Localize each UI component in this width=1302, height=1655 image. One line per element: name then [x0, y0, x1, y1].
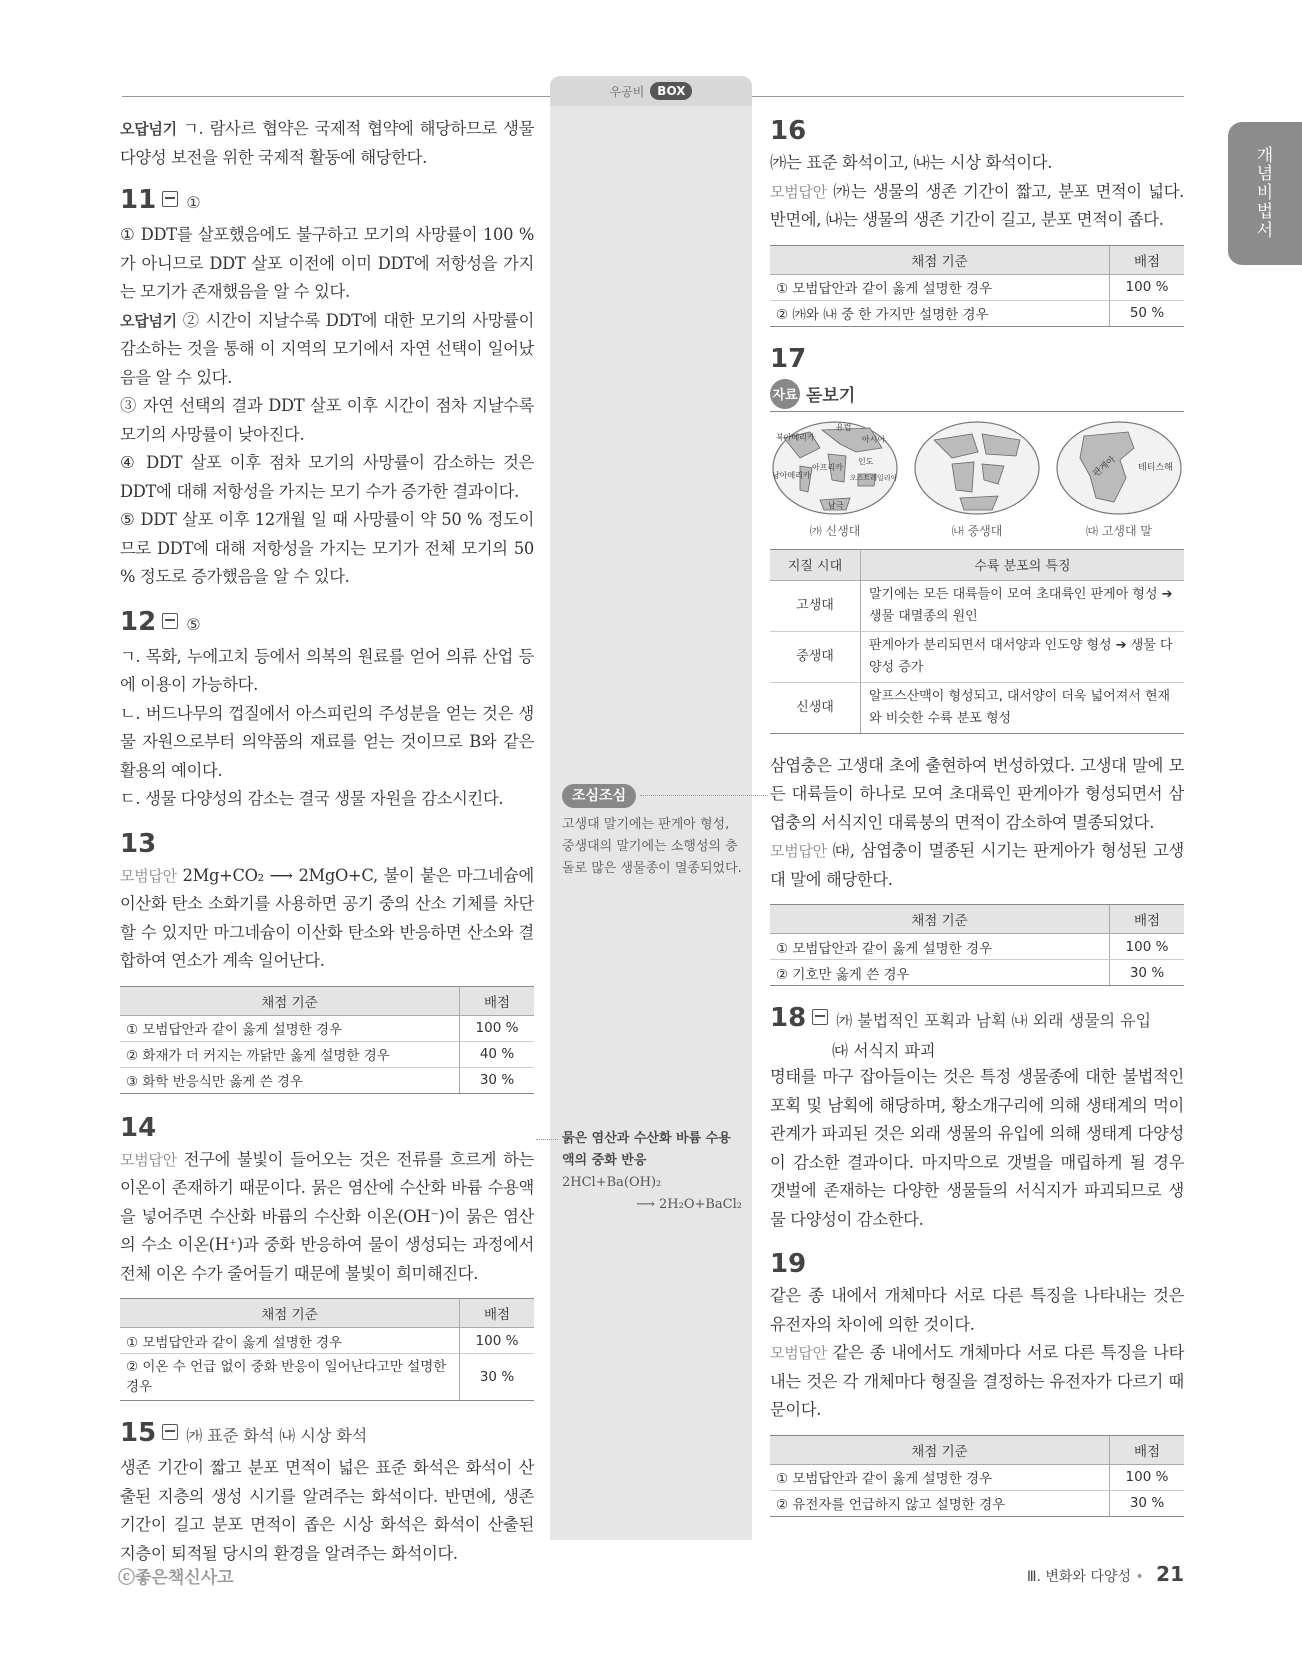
box-tab-left: 우공비: [609, 84, 645, 99]
right-column: [770, 115, 1184, 1525]
data-subtitle: 돋보기: [806, 386, 856, 406]
table-header: 채점 기준: [770, 245, 1110, 274]
map-label: 테티스해: [1138, 462, 1173, 473]
side-tab-char: 법: [1256, 201, 1274, 222]
table-row: [770, 300, 1184, 326]
table-cell: ① 모범답안과 같이 옳게 설명한 경우: [770, 934, 1110, 960]
q11-answer: ①: [186, 193, 201, 212]
q16-p2: [770, 178, 1184, 235]
table-header: 배점: [1110, 1435, 1185, 1464]
map-caption: ㈎ 신생대: [809, 523, 861, 538]
map-cenozoic: [770, 418, 900, 539]
q12-heading: [120, 606, 534, 641]
q18-heading: [770, 1002, 1184, 1037]
continent-maps: [770, 418, 1184, 539]
table-cell: 100 %: [460, 1015, 535, 1041]
table-header: 채점 기준: [770, 1435, 1110, 1464]
q11-number: 11: [120, 185, 157, 215]
globe-cenozoic-icon: [770, 418, 900, 518]
q11-p3: ③ 자연 선택의 결과 DDT 살포 이후 시간이 점차 지날수록 모기의 사망률이 낮아진다.: [120, 396, 534, 444]
q12-p3: ㄷ. 생물 다양성의 감소는 결국 생물 자원을 감소시킨다.: [120, 789, 504, 808]
table-cell: 30 %: [460, 1354, 535, 1401]
q12-answer: ⑤: [186, 614, 201, 634]
q19-p2: [770, 1339, 1184, 1425]
model-answer-tag: 모범답안: [770, 842, 827, 860]
table-cell: 신생대: [770, 682, 861, 733]
page-number: 21: [1156, 1562, 1184, 1586]
table-row: [120, 1354, 534, 1401]
table-header: 채점 기준: [770, 905, 1110, 934]
side-tab-char: 념: [1256, 164, 1274, 185]
q16-heading: [770, 115, 1184, 147]
table-cell: 말기에는 모든 대륙들이 모여 초대륙인 판게아 형성 ➔ 생물 대멸종의 원인: [861, 580, 1185, 631]
q19-number: 19: [770, 1249, 807, 1279]
q19-heading: [770, 1248, 1184, 1280]
table-header: 배점: [1110, 245, 1185, 274]
map-label: 아시아: [862, 434, 886, 444]
left-column: [120, 115, 534, 1568]
table-cell: ② 기호만 옳게 쓴 경우: [770, 960, 1110, 986]
q18-p1: 명태를 마구 잡아들이는 것은 특정 생물종에 대한 불법적인 포획 및 남획에 해당하며, 황소개구리에 의해 생태계의 먹이 관계가 파괴된 것은 외래 생물의 유입에 의해 생태계 다양성이 감소한 결과이다. 마지막으로 갯벌을 매립하게 될 경우 갯벌에 존재하는 다양한 생물들의 서식지가 파괴되므로 생물 다양성이 감소한다.: [770, 1067, 1184, 1229]
q14-score-table: [120, 1298, 534, 1401]
model-answer-tag: 모범답안: [770, 182, 827, 201]
q13-heading: [120, 828, 534, 860]
neutralization-connector: [536, 1139, 558, 1140]
q15-answer: ㈎ 표준 화석 ㈏ 시상 화석: [186, 1426, 368, 1445]
map-caption: ㈐ 고생대 말: [1086, 523, 1152, 538]
table-cell: 100 %: [1110, 934, 1185, 960]
era-table: [770, 549, 1184, 734]
table-cell: 100 %: [460, 1328, 535, 1354]
neutralization-title: 묽은 염산과 수산화 바륨 수용액의 중화 반응: [562, 1131, 731, 1168]
q16-p2-text: ㈎는 생물의 생존 기간이 짧고, 분포 면적이 넓다. 반면에, ㈏는 생물의 생존 기간이 길고, 분포 면적이 좁다.: [770, 181, 1184, 229]
q11-p5: ⑤ DDT 살포 이후 12개월 일 때 사망률이 약 50 % 정도이므로 DDT에 대해 저항성을 가지는 모기가 전체 모기의 50 % 정도로 증가했음을 알 수 있다.: [120, 510, 534, 586]
intro-paragraph: [120, 115, 534, 172]
q14-number: 14: [120, 1112, 157, 1143]
section-title: Ⅲ. 변화와 다양성: [1026, 1569, 1131, 1585]
q15-p1: 생존 기간이 짧고 분포 면적이 넓은 표준 화석은 화석이 산출된 지층의 생성 시기를 알려주는 화석이다. 반면에, 생존 기간이 길고 분포 면적이 좁은 시상 화석은 화석이 산출된 지층이 퇴적될 당시의 환경을 알려주는 화석이다.: [120, 1458, 534, 1563]
publisher-logo: ⓒ좋은책신사고: [118, 1568, 234, 1588]
data-lens-header: [770, 379, 1184, 412]
model-answer-tag: 모범답안: [770, 1344, 827, 1362]
q15-heading: [120, 1417, 534, 1452]
table-cell: ② ㈎와 ㈏ 중 한 가지만 설명한 경우: [770, 300, 1110, 326]
table-cell: 고생대: [770, 580, 861, 631]
q17-heading: [770, 343, 1184, 375]
q17-p2: [770, 837, 1184, 894]
q16-p1: ㈎는 표준 화석이고, ㈏는 시상 화석이다.: [770, 153, 1053, 172]
side-tab-char: 서: [1256, 220, 1274, 241]
table-cell: ① 모범답안과 같이 옳게 설명한 경우: [770, 1464, 1110, 1490]
q11-p4: ④ DDT 살포 이후 점차 모기의 사망률이 감소하는 것은 DDT에 대해 저항성을 가지는 모기 수가 증가한 결과이다.: [120, 453, 534, 501]
caution-note: [562, 784, 742, 880]
table-row: [770, 1490, 1184, 1516]
map-label: 인도: [858, 456, 874, 466]
table-row: [770, 1464, 1184, 1490]
table-row: [120, 1015, 534, 1041]
q17-score-table: [770, 904, 1184, 986]
table-row: [770, 682, 1184, 733]
wrong-answer-tag: 오답넘기: [120, 120, 177, 138]
q17-number: 17: [770, 343, 807, 374]
map-mesozoic: [912, 418, 1042, 539]
table-cell: ① 모범답안과 같이 옳게 설명한 경우: [120, 1015, 460, 1041]
table-row: [120, 1328, 534, 1354]
table-cell: 40 %: [460, 1041, 535, 1067]
table-header: 배점: [1110, 905, 1185, 934]
table-header: 수륙 분포의 특징: [861, 549, 1185, 580]
q13-p1: [120, 862, 534, 976]
table-cell: ② 이온 수 언급 없이 중화 반응이 일어난다고만 설명한 경우: [120, 1354, 460, 1401]
table-header: 채점 기준: [120, 1299, 460, 1328]
q15-number: 15: [120, 1418, 157, 1448]
q17-p1: 삼엽충은 고생대 초에 출현하여 번성하였다. 고생대 말에 모든 대륙들이 하나로 모여 초대륙인 판게아가 형성되면서 삼엽충의 서식지인 대륙붕의 면적이 감소하여 멸종되었다.: [770, 755, 1184, 832]
q14-heading: [120, 1112, 534, 1144]
q13-number: 13: [120, 828, 157, 859]
table-cell: 30 %: [460, 1067, 535, 1093]
map-late-paleozoic: [1054, 418, 1184, 539]
table-row: [770, 960, 1184, 986]
model-answer-tag: 모범답안: [120, 866, 177, 885]
caution-text: 고생대 말기에는 판게아 형성, 중생대의 말기에는 소행성의 충돌로 많은 생물종이 멸종되었다.: [562, 817, 742, 876]
table-cell: 50 %: [1110, 300, 1185, 326]
table-cell: 30 %: [1110, 960, 1185, 986]
table-cell: 30 %: [1110, 1490, 1185, 1516]
neutralization-note: [562, 1128, 742, 1216]
table-header: 배점: [460, 986, 535, 1015]
neutralization-eq2: ⟶ 2H₂O+BaCl₂: [636, 1197, 742, 1212]
q11-p1: ① DDT를 살포했음에도 불구하고 모기의 사망률이 100 %가 아니므로 DDT 살포 이전에 이미 DDT에 저항성을 가지는 모기가 존재했음을 알 수 있다.: [120, 225, 534, 301]
answer-icon: [162, 613, 178, 629]
table-row: [770, 631, 1184, 682]
q11-heading: [120, 184, 534, 219]
q14-p1-text: 전구에 불빛이 들어오는 것은 전류를 흐르게 하는 이온이 존재하기 때문이다. 묽은 염산에 수산화 바륨 수용액을 넣어주면 수산화 바륨의 수산화 이온(OH⁻)이 묽은 염산의 수소 이온(H⁺)과 중화 반응하여 물이 생성되는 과정에서 전체 이온 수가 줄어들기 때문에 불빛이 희미해진다.: [120, 1149, 534, 1283]
side-tab-char: 개: [1256, 145, 1274, 166]
q18-answer: ㈎ 불법적인 포획과 남획 ㈏ 외래 생물의 유입: [836, 1011, 1152, 1030]
map-label: 아프리카: [812, 462, 843, 472]
q19-p2-text: 같은 종 내에서도 개체마다 서로 다른 특징을 나타내는 것은 각 개체마다 형질을 결정하는 유전자가 다르기 때문이다.: [770, 1343, 1184, 1419]
table-cell: 중생대: [770, 631, 861, 682]
caution-connector: [640, 795, 768, 796]
neutralization-eq1: 2HCl+Ba(OH)₂: [562, 1175, 662, 1190]
globe-paleozoic-icon: [1054, 418, 1184, 518]
map-label: 유럽: [836, 422, 852, 432]
table-cell: 알프스산맥이 형성되고, 대서양이 더욱 넓어져서 현재와 비슷한 수륙 분포 형성: [861, 682, 1185, 733]
table-cell: ① 모범답안과 같이 옳게 설명한 경우: [770, 274, 1110, 300]
q12-number: 12: [120, 606, 157, 637]
q14-p1: [120, 1146, 534, 1289]
q18-answer-line2: ㈐ 서식지 파괴: [832, 1041, 936, 1060]
table-cell: ③ 화학 반응식만 옳게 쓴 경우: [120, 1067, 460, 1093]
table-cell: ① 모범답안과 같이 옳게 설명한 경우: [120, 1328, 460, 1354]
map-label: 남아메리카: [772, 470, 811, 480]
table-header: 채점 기준: [120, 986, 460, 1015]
table-row: [770, 580, 1184, 631]
table-row: [770, 274, 1184, 300]
map-label: 북아메리카: [776, 432, 815, 442]
globe-mesozoic-icon: [912, 418, 1042, 518]
wrong-answer-tag: 오답넘기: [120, 311, 177, 330]
side-tab[interactable]: [1228, 122, 1302, 265]
q11-p2: [120, 307, 534, 393]
table-cell: 100 %: [1110, 1464, 1185, 1490]
map-caption: ㈏ 중생대: [951, 523, 1003, 538]
table-cell: 100 %: [1110, 274, 1185, 300]
answer-icon: [162, 191, 178, 207]
caution-badge: 조심조심: [562, 784, 636, 808]
q12-p1: ㄱ. 목화, 누에고치 등에서 의복의 원료를 얻어 의류 산업 등에 이용이 가능하다.: [120, 646, 534, 694]
table-cell: 판게아가 분리되면서 대서양과 인도양 형성 ➔ 생물 다양성 증가: [861, 631, 1185, 682]
side-tab-char: 비: [1256, 183, 1274, 204]
table-cell: ② 화재가 더 커지는 까닭만 옳게 설명한 경우: [120, 1041, 460, 1067]
q12-p2: ㄴ. 버드나무의 껍질에서 아스피린의 주성분을 얻는 것은 생물 자원으로부터 의약품의 재료를 얻는 것이므로 B와 같은 활용의 예이다.: [120, 703, 534, 780]
table-row: [120, 1067, 534, 1093]
q11-p2-text: ② 시간이 지날수록 DDT에 대한 모기의 사망률이 감소하는 것을 통해 이 지역의 모기에서 자연 선택이 일어났음을 알 수 있다.: [120, 310, 534, 387]
page-footer: Ⅲ. 변화와 다양성 • 21: [1026, 1562, 1184, 1586]
q19-score-table: [770, 1435, 1184, 1517]
map-label: 판게아: [1091, 454, 1118, 479]
table-header: 지질 시대: [770, 549, 861, 580]
data-badge: 자료: [770, 379, 800, 409]
answer-icon: [162, 1424, 178, 1440]
model-answer-tag: 모범답안: [120, 1150, 177, 1169]
answer-icon: [812, 1009, 828, 1025]
q18-number: 18: [770, 1003, 807, 1033]
table-header: 배점: [460, 1299, 535, 1328]
q17-p2-text: ㈐, 삼엽충이 멸종된 시기는 판게아가 형성된 고생대 말에 해당한다.: [770, 841, 1184, 889]
q16-number: 16: [770, 116, 807, 146]
box-tab: [550, 76, 752, 106]
intro-text: ㄱ. 람사르 협약은 국제적 협약에 해당하므로 생물 다양성 보전을 위한 국제적 활동에 해당한다.: [120, 119, 534, 167]
table-cell: ② 유전자를 언급하지 않고 설명한 경우: [770, 1490, 1110, 1516]
map-label: 오스트레일리아: [850, 473, 898, 482]
q19-p1: 같은 종 내에서 개체마다 서로 다른 특징을 나타내는 것은 유전자의 차이에 의한 것이다.: [770, 1286, 1184, 1334]
q13-p1-text: 2Mg+CO₂ ⟶ 2MgO+C, 불이 붙은 마그네슘에 이산화 탄소 소화기를 사용하면 공기 중의 산소 기체를 차단할 수 있지만 마그네슘이 이산화 탄소와 반응하면 산소와 결합하여 연소가 계속 일어난다.: [120, 865, 534, 970]
q13-score-table: [120, 986, 534, 1094]
table-row: [120, 1041, 534, 1067]
table-row: [770, 934, 1184, 960]
map-label: 남극: [828, 500, 844, 510]
box-tab-pill: BOX: [650, 82, 692, 100]
q16-score-table: [770, 245, 1184, 327]
